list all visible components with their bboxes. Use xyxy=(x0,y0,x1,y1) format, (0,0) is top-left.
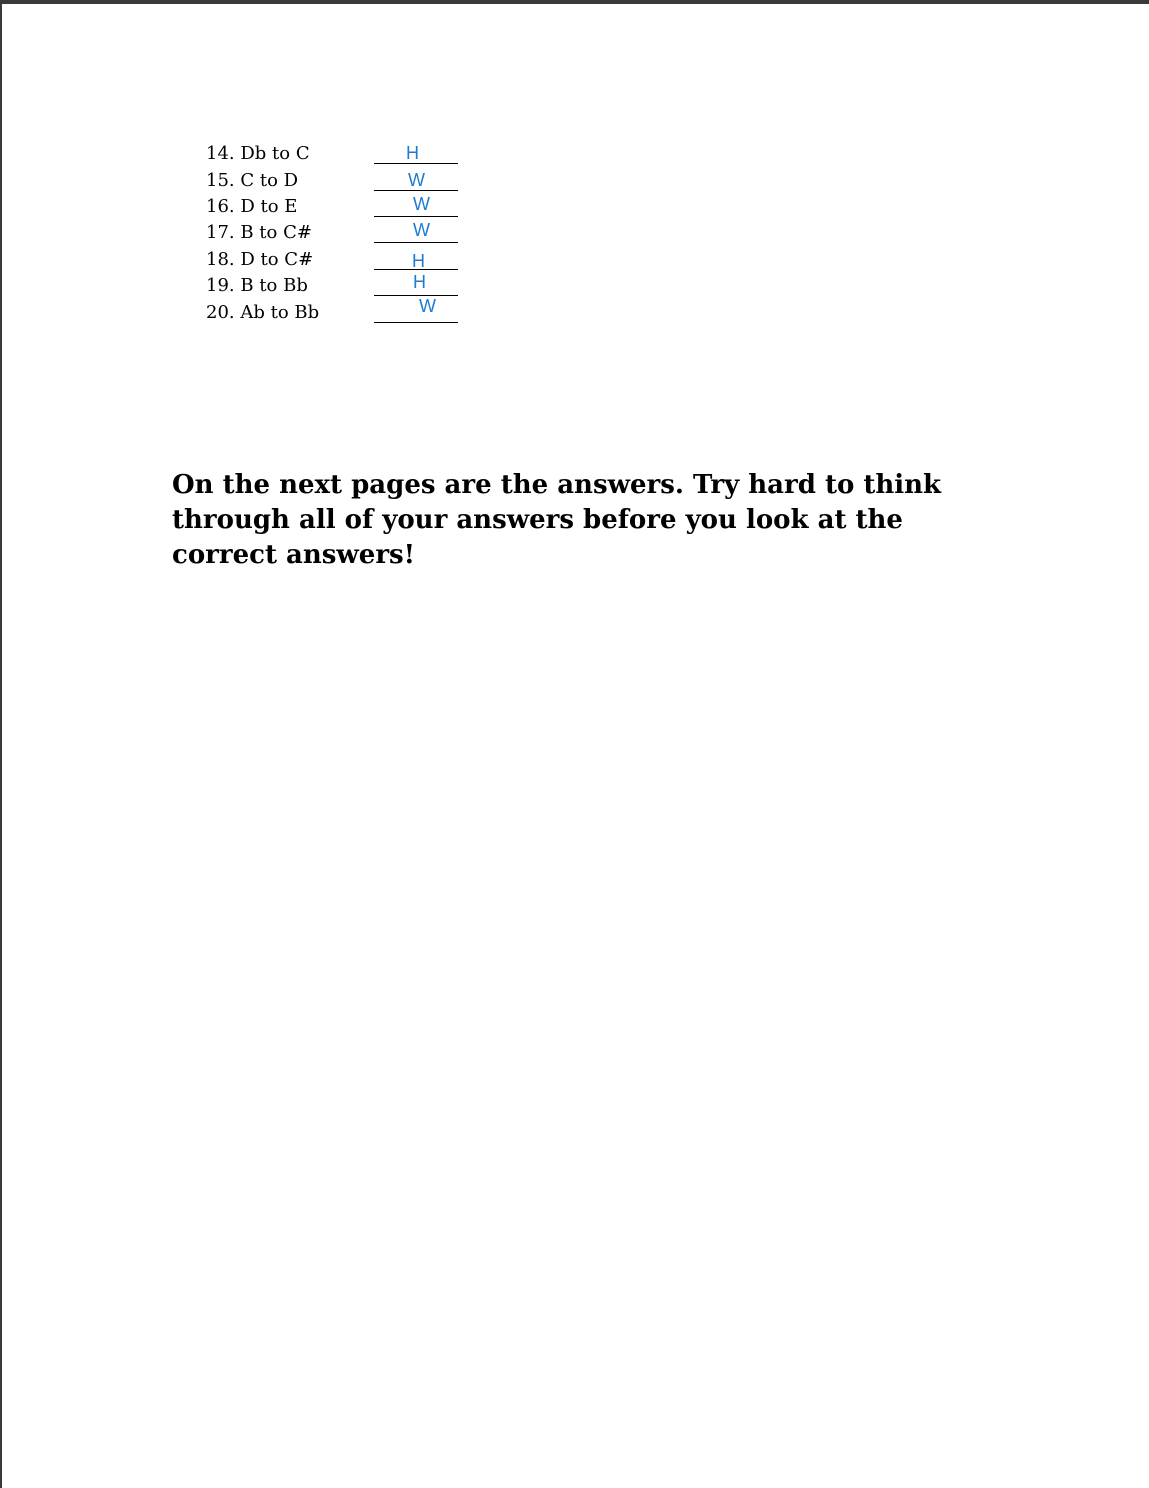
question-label: 20. Ab to Bb xyxy=(206,302,320,323)
question-label: 15. C to D xyxy=(206,170,299,191)
answer-text: W xyxy=(413,194,430,214)
document-page xyxy=(2,4,1149,1488)
question-row-20 xyxy=(2,296,1149,328)
answer-blank xyxy=(374,322,458,323)
answer-text: W xyxy=(419,296,436,316)
question-label: 14. Db to C xyxy=(206,143,310,164)
question-list xyxy=(2,4,1149,344)
answer-blank xyxy=(374,295,458,296)
question-label: 16. D to E xyxy=(206,196,298,217)
question-label: 18. D to C# xyxy=(206,249,314,270)
answer-blank xyxy=(374,190,458,191)
answer-text: H xyxy=(412,251,425,271)
question-label: 17. B to C# xyxy=(206,222,312,243)
question-row-17 xyxy=(2,222,1149,248)
question-row-18 xyxy=(2,249,1149,275)
question-row-15 xyxy=(2,170,1149,196)
answer-blank xyxy=(374,242,458,243)
question-label: 19. B to Bb xyxy=(206,275,308,296)
answer-text: H xyxy=(406,143,419,163)
answer-text: W xyxy=(413,220,430,240)
answer-blank xyxy=(374,216,458,217)
answer-blank xyxy=(374,163,458,164)
question-row-19 xyxy=(2,272,1149,301)
answer-text: H xyxy=(413,272,426,292)
question-row-16 xyxy=(2,196,1149,222)
answers-notice: On the next pages are the answers. Try hard to think through all of your answers before you look at the correct answers! xyxy=(172,470,942,570)
answer-text: W xyxy=(408,170,425,190)
question-row-14 xyxy=(2,143,1149,169)
